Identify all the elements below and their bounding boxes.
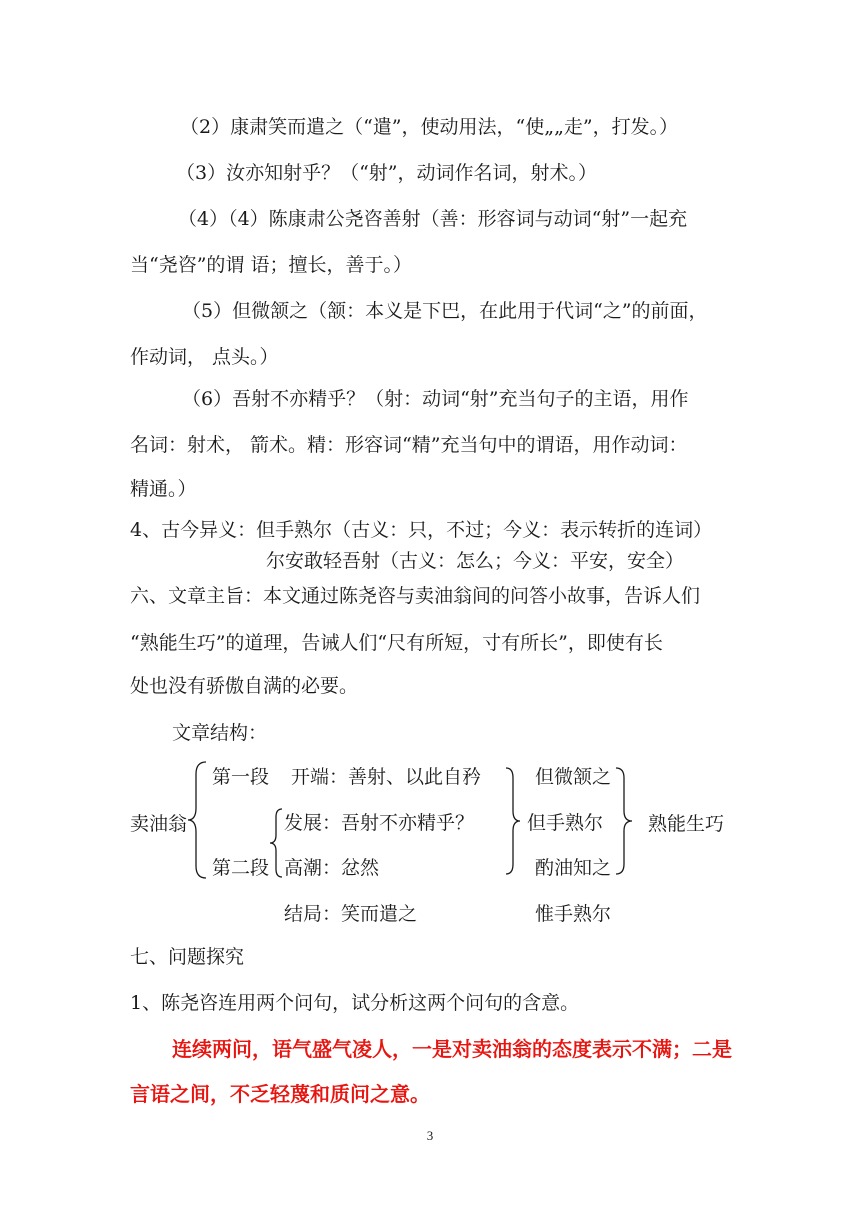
paragraph-item-6-line1: （6）吾射不亦精乎？（射：动词“射”充当句子的主语，用作	[182, 388, 689, 410]
inquiry-heading: 七、问题探究	[130, 946, 245, 968]
structure-root: 卖油翁	[130, 813, 188, 835]
left-brace-section2	[268, 807, 284, 879]
paragraph-item-2: （2）康肃笑而遣之（“遣”，使动用法，“使„„走”，打发。）	[180, 116, 679, 138]
inquiry-question: 1、陈尧咨连用两个问句，试分析这两个问句的含意。	[130, 992, 580, 1014]
ancient-modern-meaning-line2: 尔安敢轻吾射（古义：怎么；今义：平安，安全）	[266, 550, 685, 572]
structure-right-4: 惟手熟尔	[535, 903, 612, 925]
structure-right-1: 但微颔之	[535, 766, 612, 788]
structure-right-3: 酌油知之	[535, 857, 612, 879]
structure-climax: 高潮：忿然	[284, 857, 380, 879]
theme-line1: 六、文章主旨：本文通过陈尧咨与卖油翁间的问答小故事，告诉人们	[130, 585, 701, 607]
paragraph-item-3: （3）汝亦知射乎？（“射”，动词作名词，射术。）	[176, 162, 598, 184]
paragraph-item-4-line2: 当“尧咨”的谓 语；擅长，善于。）	[130, 254, 412, 276]
structure-right-2: 但手熟尔	[527, 812, 604, 834]
paragraph-item-6-line3: 精通。）	[130, 478, 197, 500]
structure-section2: 第二段	[212, 857, 270, 879]
paragraph-item-5-line2: 作动词， 点头。）	[130, 346, 279, 368]
structure-section1: 第一段	[212, 766, 270, 788]
theme-line3: 处也没有骄傲自满的必要。	[130, 675, 359, 697]
left-brace-root	[186, 760, 208, 880]
structure-development: 发展：吾射不亦精乎？	[284, 812, 475, 834]
right-brace-outer	[614, 766, 634, 876]
inquiry-answer-line1: 连续两问，语气盛气凌人，一是对卖油翁的态度表示不满；二是	[172, 1037, 732, 1061]
page-number: 3	[426, 1128, 434, 1143]
ancient-modern-meaning-line1: 4、古今异义：但手熟尔（古义：只，不过；今义：表示转折的连词）	[130, 519, 713, 541]
structure-ending: 结局：笑而遣之	[284, 903, 418, 925]
structure-opening: 开端：善射、以此自矜	[291, 766, 482, 788]
theme-line2: “熟能生巧”的道理，告诫人们“尺有所短，寸有所长”，即使有长	[130, 632, 663, 654]
paragraph-item-4-line1: （4）（4）陈康肃公尧咨善射（善：形容词与动词“射”一起充	[178, 208, 688, 230]
right-brace-middle	[504, 766, 522, 876]
structure-conclusion: 熟能生巧	[648, 813, 725, 835]
inquiry-answer-line2: 言语之间，不乏轻蔑和质问之意。	[130, 1082, 430, 1106]
paragraph-item-6-line2: 名词：射术， 箭术。精：形容词“精”充当句中的谓语，用作动词：	[130, 434, 688, 456]
structure-title: 文章结构：	[172, 722, 268, 744]
paragraph-item-5-line1: （5）但微颔之（颔：本义是下巴，在此用于代词“之”的前面，	[182, 300, 708, 322]
